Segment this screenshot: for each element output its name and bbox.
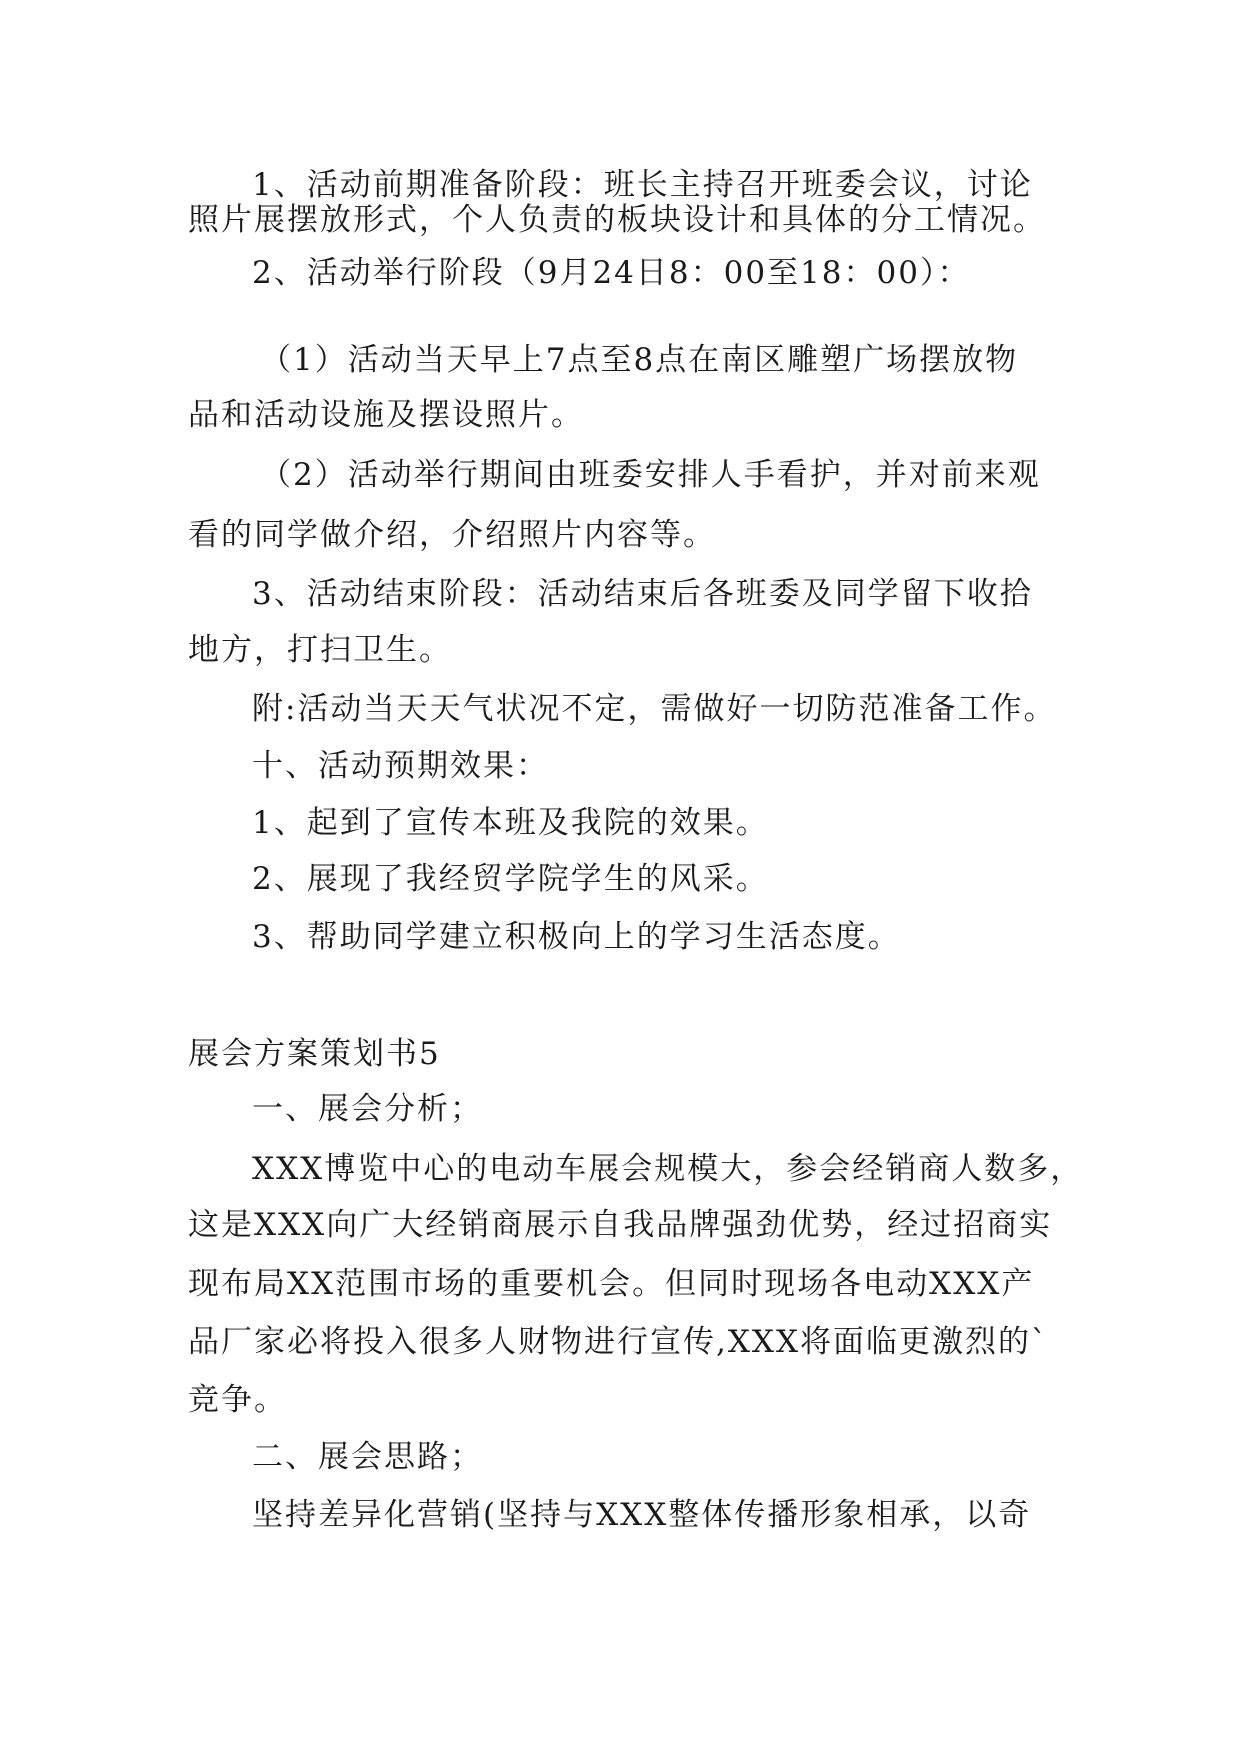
paragraph-line: 竞争。 [188,1382,287,1418]
paragraph-line: 1、起到了宣传本班及我院的效果。 [252,805,769,841]
paragraph-line: XXX博览中心的电动车展会规模大，参会经销商人数多， [252,1151,1084,1187]
section-heading: 二、展会思路； [252,1439,483,1475]
paragraph-line: 品和活动设施及摆设照片。 [188,397,584,433]
paragraph-line: 附:活动当天天气状况不定，需做好一切防范准备工作。 [252,691,1057,727]
section-heading: 一、展会分析； [252,1091,483,1127]
paragraph-line: 看的同学做介绍，介绍照片内容等。 [188,517,716,553]
paragraph-line: 2、活动举行阶段（9月24日8：00至18：00）： [252,255,971,291]
paragraph-line: 坚持差异化营销(坚持与XXX整体传播形象相承，以奇 [252,1497,1032,1533]
paragraph-line: 3、帮助同学建立积极向上的学习生活态度。 [252,919,901,955]
paragraph-line: （1）活动当天早上7点至8点在南区雕塑广场摆放物 [260,342,1019,378]
paragraph-line: 1、活动前期准备阶段：班长主持召开班委会议，讨论 [252,167,1033,203]
paragraph-line: 3、活动结束阶段：活动结束后各班委及同学留下收拾 [252,576,1033,612]
paragraph-line: 地方，打扫卫生。 [188,632,452,668]
paragraph-line: 照片展摆放形式，个人负责的板块设计和具体的分工情况。 [188,202,1046,238]
paragraph-line: 品厂家必将投入很多人财物进行宣传,XXX将面临更激烈的` [188,1324,1049,1360]
paragraph-line: 现布局XX范围市场的重要机会。但同时现场各电动XXX产 [188,1266,1035,1302]
section-heading: 十、活动预期效果： [252,748,549,784]
paragraph-line: （2）活动举行期间由班委安排人手看护，并对前来观 [260,457,1041,493]
paragraph-line: 这是XXX向广大经销商展示自我品牌强劲优势，经过招商实 [188,1207,1053,1243]
document-title: 展会方案策划书5 [188,1036,441,1072]
paragraph-line: 2、展现了我经贸学院学生的风采。 [252,861,769,897]
